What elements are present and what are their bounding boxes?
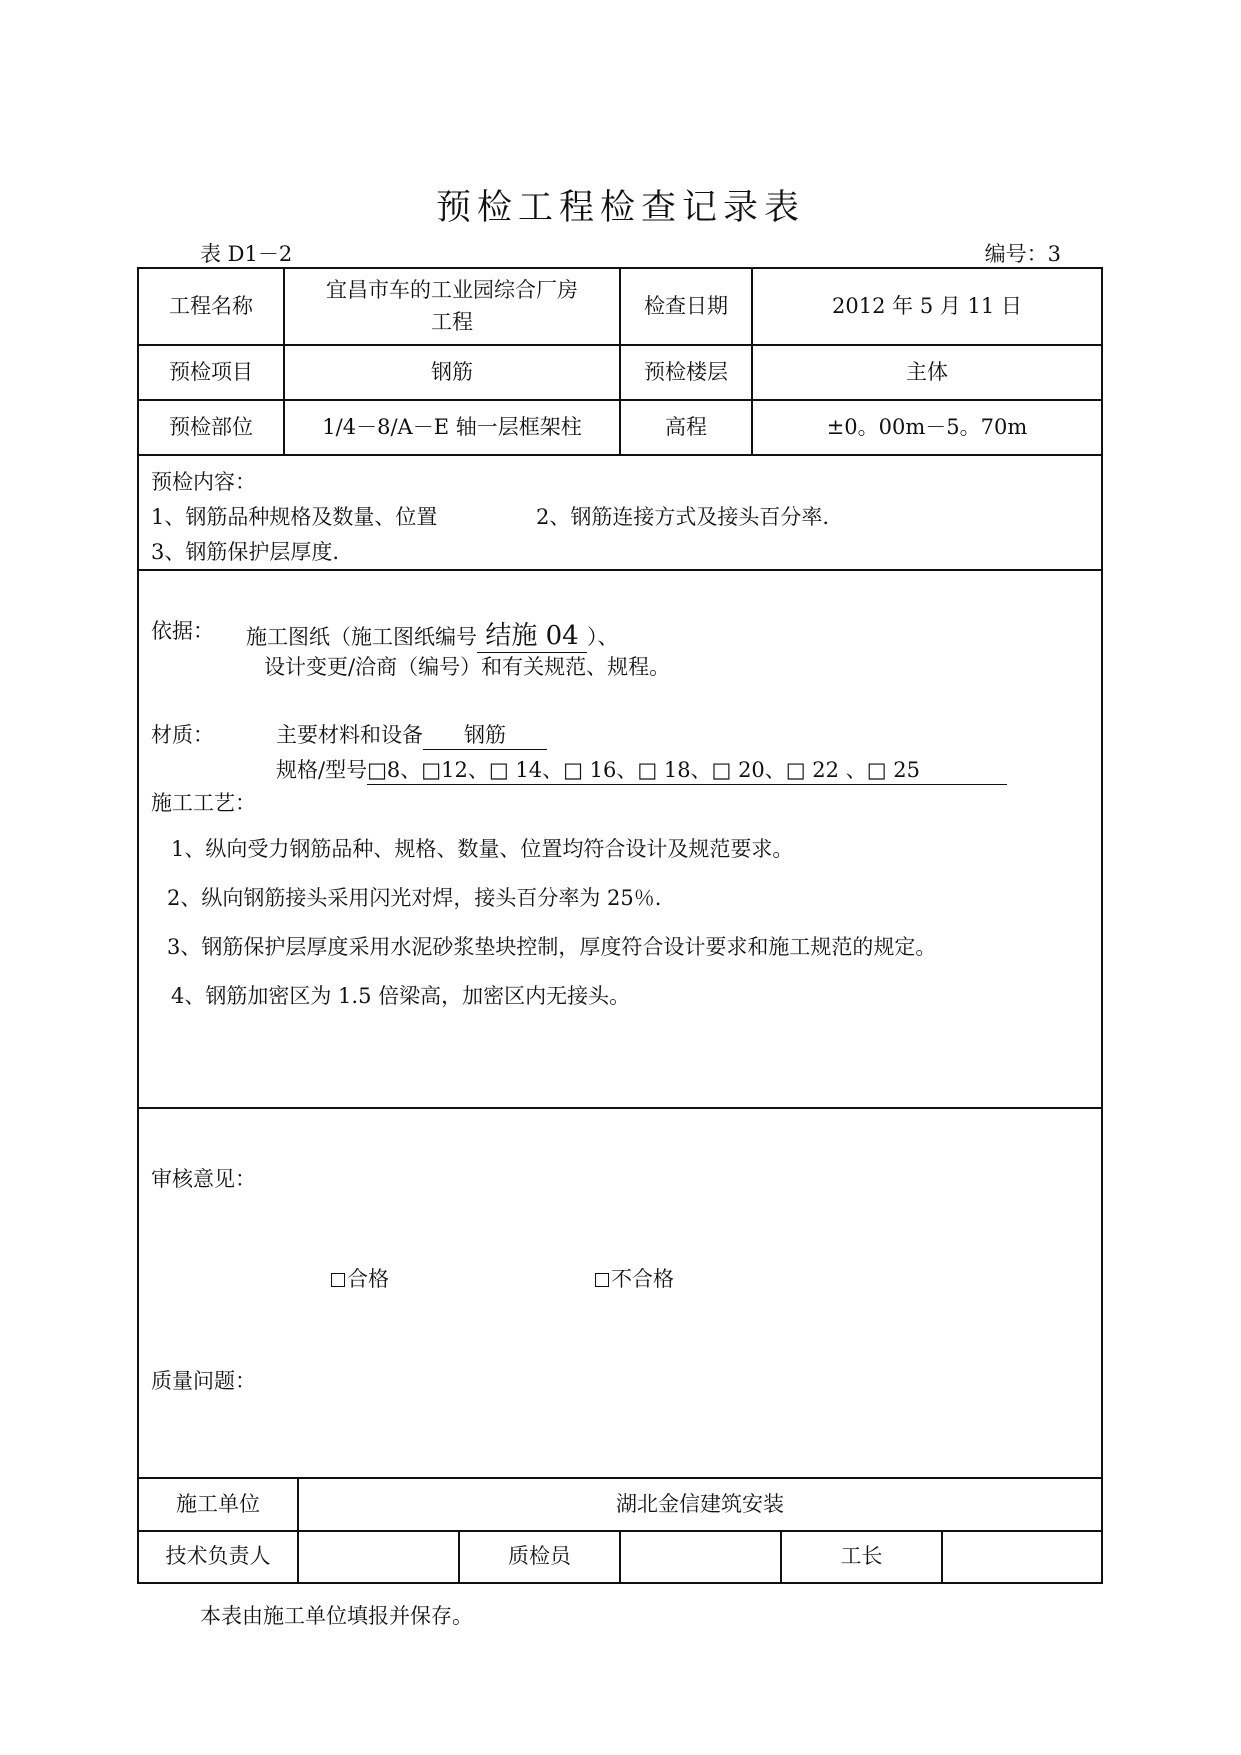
fail-label: 不合格 <box>611 1267 674 1291</box>
foreman-label: 工长 <box>782 1532 943 1582</box>
check-date-label: 检查日期 <box>621 269 753 344</box>
craft-item: 2、纵向钢筋接头采用闪光对焊，接头百分率为 25％. <box>167 886 662 910</box>
spec-value: □8、□12、□ 14、□ 16、□ 18、□ 20、□ 22 、□ 25 <box>367 754 1007 785</box>
project-name-value <box>285 269 621 344</box>
project-name-label: 工程名称 <box>139 269 285 344</box>
part-row <box>139 401 1101 456</box>
inspector-label: 质检员 <box>460 1532 621 1582</box>
content-label: 预检内容： <box>151 470 256 494</box>
spec-prefix: 规格/型号 <box>276 758 368 782</box>
item-value: 钢筋 <box>285 346 621 399</box>
material-line <box>276 719 547 750</box>
basis-label: 依据： <box>151 619 214 643</box>
material-label: 材质： <box>151 723 214 747</box>
material-value: 钢筋 <box>423 719 547 750</box>
drawing-prefix: 施工图纸（施工图纸编号 <box>246 625 477 649</box>
pass-checkbox[interactable] <box>331 1273 345 1287</box>
floor-value: 主体 <box>906 359 948 384</box>
foreman-signature[interactable] <box>943 1532 1101 1582</box>
content-item-1: 1、钢筋品种规格及数量、位置 <box>151 505 438 529</box>
fail-checkbox[interactable] <box>595 1273 609 1287</box>
tech-lead-signature[interactable] <box>299 1532 460 1582</box>
drawing-line <box>246 615 619 653</box>
content-item-2: 2、钢筋连接方式及接头百分率. <box>536 505 830 529</box>
basis-section <box>139 571 1101 1109</box>
part-value: 1/4－8/A－E 轴一层框架柱 <box>285 401 621 454</box>
record-number: 编号：3 <box>984 242 1061 266</box>
item-label: 预检项目 <box>139 346 285 399</box>
signature-row <box>139 1532 1101 1582</box>
tech-lead-label: 技术负责人 <box>139 1532 299 1582</box>
quality-issue-label: 质量问题： <box>151 1369 256 1393</box>
inspector-signature[interactable] <box>621 1532 782 1582</box>
check-date-value: 2012 年 5 月 11 日 <box>832 293 1022 318</box>
construction-unit-row <box>139 1479 1101 1532</box>
spec-line <box>276 754 1007 785</box>
craft-item: 1、纵向受力钢筋品种、规格、数量、位置均符合设计及规范要求。 <box>171 837 794 861</box>
inspection-form-table <box>137 267 1103 1584</box>
project-name-row <box>139 269 1101 346</box>
review-section <box>139 1109 1101 1479</box>
content-item-3: 3、钢筋保护层厚度. <box>151 540 340 564</box>
item-row <box>139 346 1101 401</box>
review-label: 审核意见： <box>151 1167 256 1191</box>
unit-value: 湖北金信建筑安装 <box>616 1491 784 1516</box>
pass-label: 合格 <box>347 1267 389 1291</box>
inspection-content-section <box>139 456 1101 571</box>
document-title: 预检工程检查记录表 <box>435 188 805 228</box>
part-label: 预检部位 <box>139 401 285 454</box>
craft-item: 4、钢筋加密区为 1.5 倍梁高，加密区内无接头。 <box>171 984 631 1008</box>
craft-label: 施工工艺： <box>151 791 256 815</box>
pass-option[interactable] <box>331 1263 389 1293</box>
project-name-line2: 工程 <box>431 309 473 334</box>
elevation-label: 高程 <box>621 401 753 454</box>
floor-label: 预检楼层 <box>621 346 753 399</box>
table-code: 表 D1－2 <box>200 242 293 266</box>
project-name-line1: 宜昌市车的工业园综合厂房 <box>326 278 578 302</box>
fail-option[interactable] <box>595 1263 674 1293</box>
drawing-number: 结施 04 <box>477 615 587 653</box>
elevation-value: ±0。00m－5。70m <box>826 414 1028 439</box>
craft-item: 3、钢筋保护层厚度采用水泥砂浆垫块控制，厚度符合设计要求和施工规范的规定。 <box>167 935 937 959</box>
unit-label: 施工单位 <box>139 1479 299 1530</box>
footnote: 本表由施工单位填报并保存。 <box>200 1604 473 1628</box>
design-change-line: 设计变更/洽商（编号）和有关规范、规程。 <box>264 655 671 679</box>
drawing-suffix: ）、 <box>587 625 619 649</box>
material-prefix: 主要材料和设备 <box>276 723 423 747</box>
